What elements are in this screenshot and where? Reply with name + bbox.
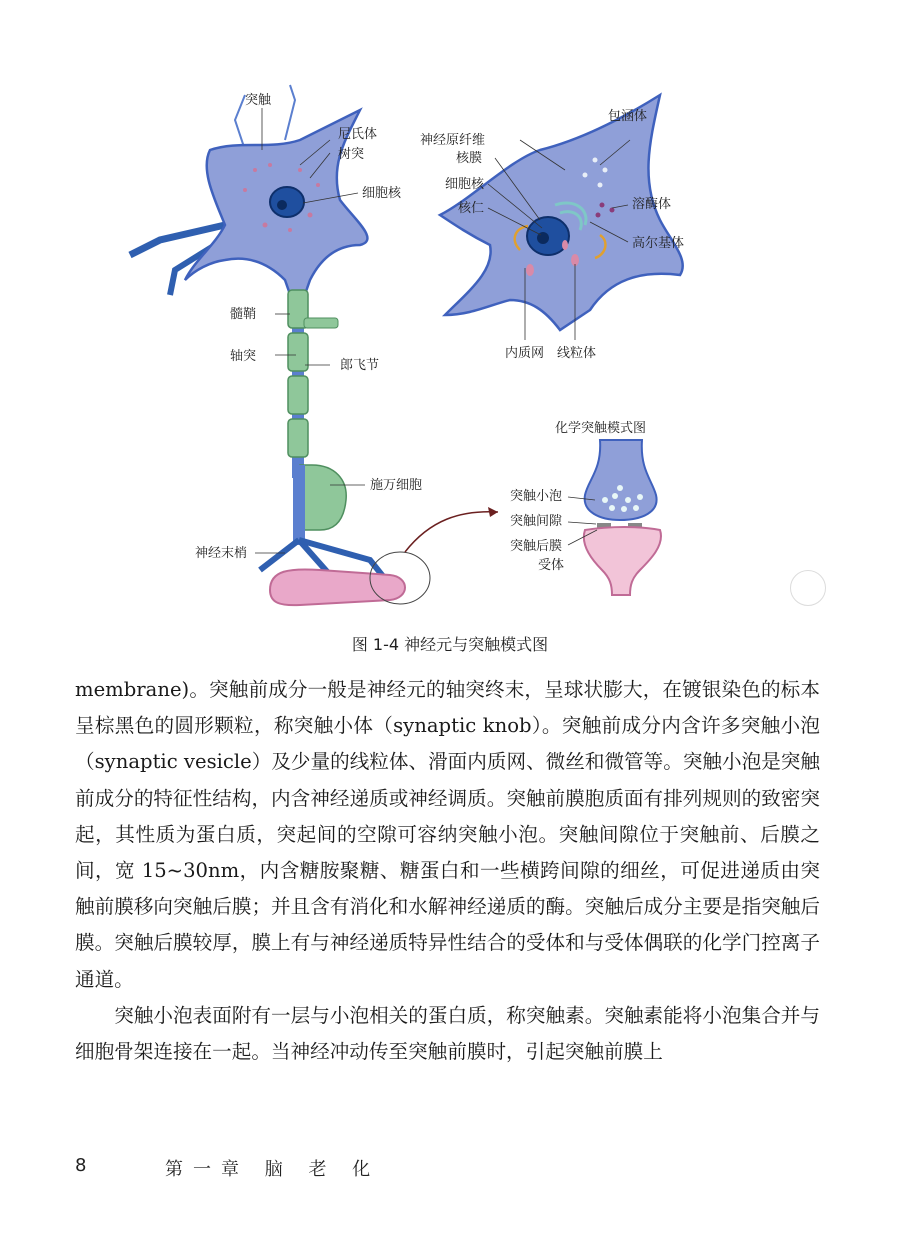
label-nuclear-membrane: 核膜: [456, 151, 483, 166]
paragraph: membrane)。突触前成分一般是神经元的轴突终末，呈球状膨大，在镀银染色的标本呈棕黑色的圆形颗粒，称突触小体（synaptic knob）。突触前成分内含许多突触小泡（synaptic vesicle）及少量的线粒体、滑面内质网、微丝和微管等。突触小泡是突触前成分的特征性结构，内含神经递质或神经调质。突触前膜胞质面有排列规则的致密突起，其性质为蛋白质，突起间的空隙可容纳突触小泡。突触间隙位于突触前、后膜之间，宽 15~30nm，内含糖胺聚糖、糖蛋白和一些横跨间隙的细丝，可促进递质由突触前膜移向突触后膜；并且含有消化和水解神经递质的酶。突触后成分主要是指突触后膜。突触后膜较厚，膜上有与神经递质特异性结合的受体和与受体偶联的化学门控离子通道。: [75, 678, 820, 991]
label-receptor: 受体: [538, 558, 565, 573]
chapter-title: 第一章 脑 老 化: [165, 1159, 381, 1180]
neuron-illustration: [130, 85, 405, 605]
label-dendrite: 树突: [338, 147, 365, 162]
paragraph: 突触小泡表面附有一层与小泡相关的蛋白质，称突触素。突触素能将小泡集合并与细胞骨架连接在一起。当神经冲动传至突触前膜时，引起突触前膜上: [75, 1003, 820, 1064]
label-synapse: 突触: [245, 93, 272, 108]
label-myelin: 髓鞘: [230, 307, 257, 322]
neuron-synapse-figure: [0, 0, 900, 620]
label-golgi: 高尔基体: [632, 236, 685, 251]
label-lysosome: 溶酶体: [632, 197, 672, 212]
label-neurofibril: 神经原纤维: [420, 133, 486, 148]
label-axon: 轴突: [230, 349, 257, 364]
label-chem-title: 化学突触模式图: [555, 421, 647, 436]
label-nucleus-left: 细胞核: [362, 186, 402, 201]
label-mitochondria: 线粒体: [557, 346, 597, 361]
label-nucleolus: 核仁: [458, 201, 485, 216]
body-text: [75, 672, 820, 1070]
label-ranvier: 郎飞节: [340, 358, 380, 373]
label-vesicle: 突触小泡: [510, 489, 563, 504]
label-schwann: 施万细胞: [370, 478, 423, 493]
watermark-logo: [790, 570, 826, 606]
label-nerve-ending: 神经末梢: [195, 546, 248, 561]
label-er: 内质网: [505, 346, 545, 361]
label-cleft: 突触间隙: [510, 514, 563, 529]
label-nucleus-right: 细胞核: [445, 177, 485, 192]
label-inclusion: 包涵体: [608, 109, 648, 124]
figure-caption: 图 1-4 神经元与突触模式图: [351, 635, 549, 654]
label-nissl: 尼氏体: [338, 127, 378, 142]
figure-svg: [0, 0, 900, 620]
page-number: 8: [75, 1155, 87, 1176]
synapse-diagram: [584, 440, 661, 595]
label-postsyn: 突触后膜: [510, 539, 563, 554]
